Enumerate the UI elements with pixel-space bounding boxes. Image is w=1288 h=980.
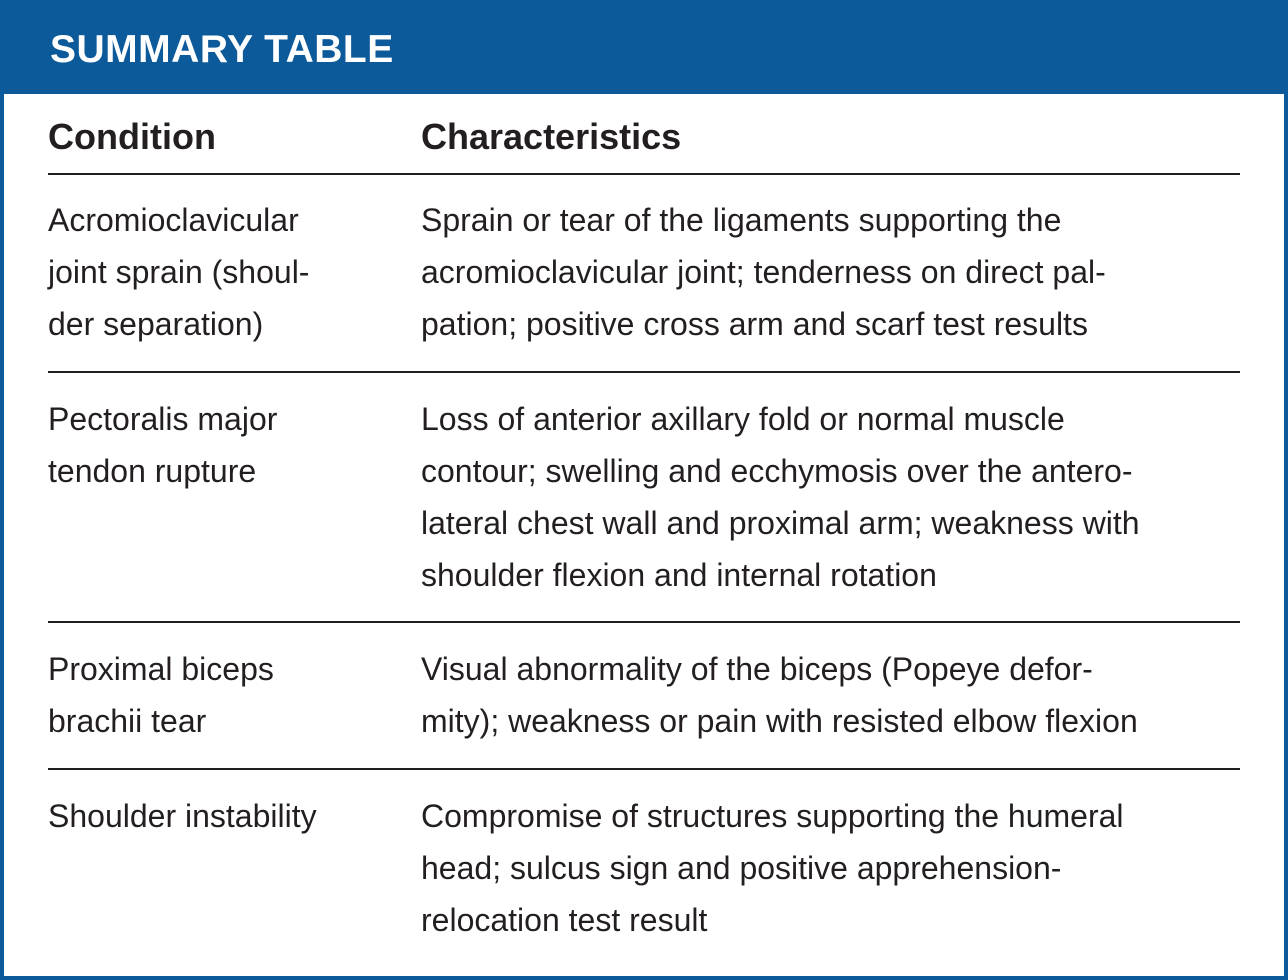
column-header-condition: Condition [48, 116, 216, 157]
row-divider [48, 768, 1240, 770]
header-divider [48, 173, 1240, 175]
characteristics-line: acromioclavicular joint; tenderness on direct pal- [421, 254, 1106, 290]
condition-cell [48, 393, 277, 497]
column-header-characteristics: Characteristics [421, 116, 682, 157]
row-divider [48, 621, 1240, 623]
condition-line: Shoulder instability [48, 798, 317, 834]
characteristics-line: contour; swelling and ecchymosis over the antero- [421, 453, 1133, 489]
characteristics-line: lateral chest wall and proximal arm; weakness with [421, 505, 1140, 541]
condition-line: joint sprain (shoul- [48, 254, 310, 290]
characteristics-line: Compromise of structures supporting the humeral [421, 798, 1124, 834]
characteristics-line: Loss of anterior axillary fold or normal muscle [421, 401, 1065, 437]
characteristics-line: pation; positive cross arm and scarf test results [421, 306, 1088, 342]
characteristics-line: relocation test result [421, 902, 708, 938]
condition-line: tendon rupture [48, 453, 257, 489]
characteristics-line: Sprain or tear of the ligaments supporting the [421, 202, 1062, 238]
condition-line: brachii tear [48, 703, 207, 739]
condition-cell [48, 643, 274, 747]
condition-line: der separation) [48, 306, 264, 342]
characteristics-cell [421, 790, 1124, 946]
condition-cell [48, 194, 309, 350]
condition-line: Pectoralis major [48, 401, 278, 437]
page-title: SUMMARY TABLE [50, 28, 394, 71]
row-divider [48, 371, 1240, 373]
characteristics-cell [421, 393, 1140, 601]
characteristics-line: Visual abnormality of the biceps (Popeye defor- [421, 651, 1093, 687]
characteristics-line: head; sulcus sign and positive apprehension- [421, 850, 1062, 886]
characteristics-cell [421, 194, 1106, 350]
characteristics-line: mity); weakness or pain with resisted elbow flexion [421, 703, 1138, 739]
condition-cell [48, 790, 317, 842]
condition-line: Acromioclavicular [48, 202, 299, 238]
header-bar [4, 4, 1284, 94]
characteristics-line: shoulder flexion and internal rotation [421, 557, 937, 593]
condition-line: Proximal biceps [48, 651, 274, 687]
characteristics-cell [421, 643, 1138, 747]
